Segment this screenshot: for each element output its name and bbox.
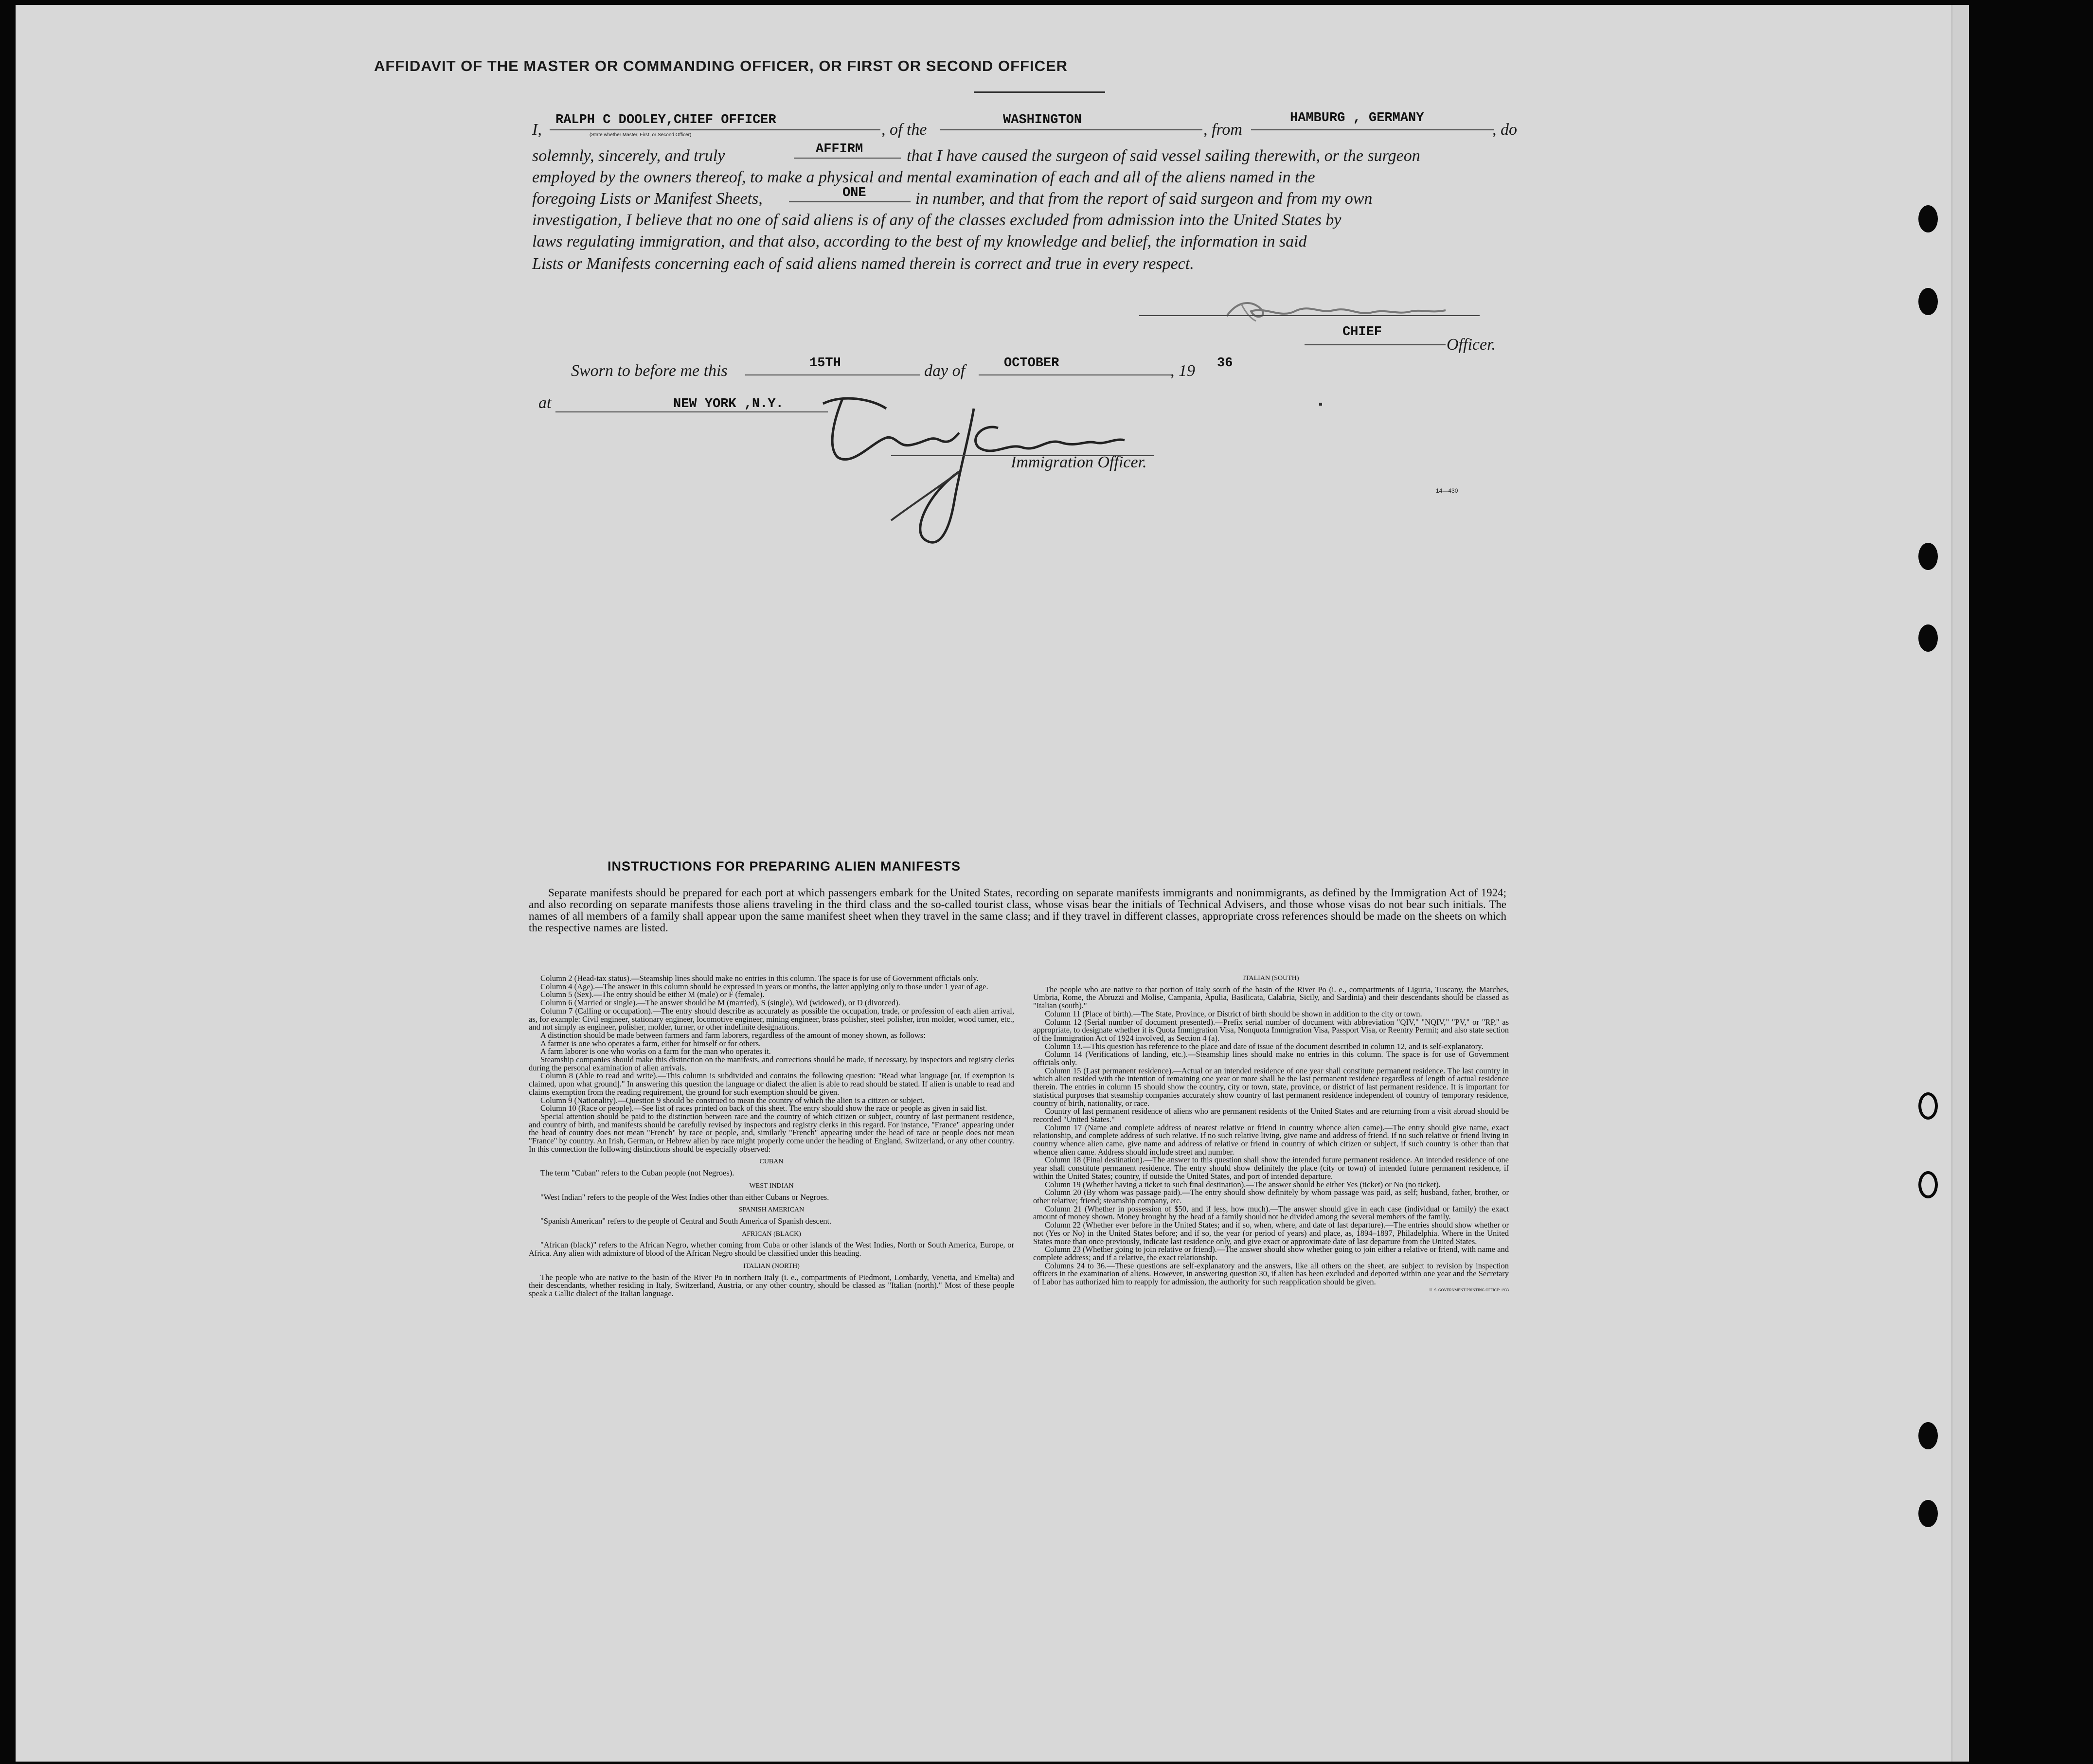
instruction-paragraph: Columns 24 to 36.—These questions are self-explanatory and the answers, like all others on the sheet, are subject to revision by inspection officers in the examination of aliens. However, in answering question 30, if alien has been excluded and deported within one year and the Secretary of Labor has authorized him to reapply for admission, the authority for such reapplication should be given. xyxy=(1033,1261,1509,1287)
instruction-paragraph: Column 20 (By whom was passage paid).—The entry should show definitely by whom passage was paid, as self; husband, father, brother, or other relative; friend; steamship company, etc. xyxy=(1033,1188,1509,1205)
affidavit-line-3: employed by the owners thereof, to make a physical and mental examination of each and all of the aliens named in the xyxy=(532,168,1315,186)
sworn-place: NEW YORK ,N.Y. xyxy=(673,397,784,411)
at-text: at xyxy=(538,394,552,412)
year-prefix: , 19 xyxy=(1170,362,1195,380)
sworn-month: OCTOBER xyxy=(1004,356,1059,371)
sheet-count-line xyxy=(789,201,911,202)
instruction-paragraph: Column 22 (Whether ever before in the United States; and if so, when, where, and date of last departure).—The entries should show whether or not (Yes or No) in the United States before; and if so, the year (or period of years) and place, as, 1894–1897, Philadelphia. Where in the United States more than once previously, indicate last residence only, and give exact or approximate date of last departure from the United States. xyxy=(1033,1220,1509,1246)
foregoing-text: foregoing Lists or Manifest Sheets, xyxy=(532,190,763,208)
instruction-paragraph: Column 7 (Calling or occupation).—The entry should describe as accurately as possible the occupation, trade, or profession of each alien arrival, as, for example: Civil engineer, stationary engineer, locomotive engineer, mining engineer, brass polisher, steel polisher, iron molder, wood turner, etc., and not simply as engineer, polisher, molder, turner, or other indefinite designations. xyxy=(529,1006,1014,1032)
port-line xyxy=(1251,129,1494,130)
affidavit-line-7: Lists or Manifests concerning each of said aliens named therein is correct and true in every respect. xyxy=(532,255,1194,273)
sheet-count: ONE xyxy=(842,186,866,200)
binder-hole xyxy=(1918,1092,1938,1120)
instruction-paragraph: Column 10 (Race or people).—See list of races printed on back of this sheet. The entry should show the race or people as given in said list. xyxy=(540,1104,987,1113)
instructions-intro: Separate manifests should be prepared for each port at which passengers embark for the United States, recording on separate manifests immigrants and nonimmigrants, as defined by the Immigration Act of 1924; and also recording on separate manifests those aliens traveling in the third class and the so-called tourist class, whose visas bear the initials of Technical Advisers, and those whose visas do not bear such initials. The names of all members of a family shall appear upon the same manifest sheet when they travel in the same class; and if they travel in different classes, appropriate cross references should be made on the sheets on which the respective names are listed. xyxy=(529,887,1506,934)
officer-label: Officer. xyxy=(1447,336,1496,354)
binder-hole xyxy=(1918,543,1938,570)
section-text-italian-north: The people who are native to the basin of the River Po in northern Italy (i. e., compartments of Piedmont, Lombardy, Venetia, and Emelia) and their descendants, whether residing in Italy, Switzerland, Austria, or any other country, should be classed as "Italian (north)." Most of these people speak a Gallic dialect of the Italian language. xyxy=(529,1272,1014,1298)
instruction-paragraph: A farmer is one who operates a farm, either for himself or for others. xyxy=(540,1038,761,1048)
vessel-line xyxy=(940,129,1202,130)
binder-hole xyxy=(1918,1500,1938,1527)
binder-hole xyxy=(1918,624,1938,652)
section-text-west-indian: "West Indian" refers to the people of the West Indies other than either Cubans or Negroes. xyxy=(540,1192,829,1202)
instruction-paragraph: Special attention should be paid to the distinction between race and the country of which citizen or subject, country of last permanent residence, and country of birth, and manifests should be carefully revised by inspectors and registry clerks in this regard. For instance, "France" appearing under the head of country does not mean "French" by race or people, and, similarly "French" appearing under the head of race or people does not mean "France" by country. An Irish, German, or Hebrew alien by race might properly come under the heading of England, Switzerland, or any other country. In this connection the following distinctions should be especially observed: xyxy=(529,1111,1014,1154)
affidavit-line-2: that I have caused the surgeon of said vessel sailing therewith, or the surgeon xyxy=(907,147,1420,165)
affidavit-title: AFFIDAVIT OF THE MASTER OR COMMANDING OFFICER, OR FIRST OR SECOND OFFICER xyxy=(374,57,1068,74)
sworn-year: 36 xyxy=(1217,356,1233,371)
officer-signature-line xyxy=(1139,315,1480,316)
section-heading-cuban: CUBAN xyxy=(759,1158,784,1166)
affirm-word: AFFIRM xyxy=(816,142,863,157)
instruction-paragraph: Column 21 (Whether in possession of $50, and if less, how much).—The answer should give in each case (individual or family) the exact amount of money shown. Money brought by the head of a family should not be divided among the several members of the family. xyxy=(1033,1204,1509,1222)
form-number: 14—430 xyxy=(1436,487,1458,494)
section-heading-west-indian: WEST INDIAN xyxy=(749,1182,794,1190)
printer-note: U. S. GOVERNMENT PRINTING OFFICE: 1933 xyxy=(1429,1287,1509,1292)
instruction-paragraph: Steamship companies should make this distinction on the manifests, and corrections should be made, if necessary, by inspectors and registry clerks during the personal examination of alien arrivals. xyxy=(529,1055,1014,1072)
instruction-paragraph: Column 17 (Name and complete address of nearest relative or friend in country whence alien came).—The entry should give name, exact relationship, and complete address of such relative. If no such relative living, give name and address of friend. If no such relative or friend living in country whence alien came, give name and address of relative or friend in country of which citizen or subject, if such country is other than that whence alien came. Address should include street and number. xyxy=(1033,1123,1509,1157)
manifest-page xyxy=(16,5,1969,1762)
instruction-paragraph: Country of last permanent residence of aliens who are permanent residents of the United States and are returning from a visit abroad should be recorded "United States." xyxy=(1033,1106,1509,1124)
binder-hole xyxy=(1918,205,1938,232)
immigration-officer-signature xyxy=(813,394,1163,559)
binder-hole xyxy=(1918,1422,1938,1449)
period-mark xyxy=(1319,403,1322,406)
departure-port: HAMBURG , GERMANY xyxy=(1290,111,1424,125)
instruction-paragraph: Column 23 (Whether going to join relative or friend).—The answer should show whether going to join either a relative or friend, with name and complete address; and if a relative, the exact relationship. xyxy=(1033,1245,1509,1262)
opening-word: I, xyxy=(532,121,542,139)
affidavit-line-5: investigation, I believe that no one of said aliens is of any of the classes excluded from admission into the United States by xyxy=(532,211,1342,229)
sworn-day-line xyxy=(745,374,920,375)
instruction-paragraph: A farm laborer is one who works on a farm for the man who operates it. xyxy=(540,1047,771,1056)
instructions-title: INSTRUCTIONS FOR PREPARING ALIEN MANIFESTS xyxy=(607,859,961,873)
day-of-text: day of xyxy=(924,362,966,380)
section-heading-italian-north: ITALIAN (NORTH) xyxy=(743,1262,800,1270)
instruction-paragraph: Column 11 (Place of birth).—The State, Province, or District of birth should be shown in addition to the city or town. xyxy=(1045,1009,1422,1018)
title-rule xyxy=(974,91,1105,93)
instruction-paragraph: Column 5 (Sex).—The entry should be either M (male) or F (female). xyxy=(540,990,765,999)
section-text-italian-south: The people who are native to that portion of Italy south of the basin of the River Po (i. e., compartments of Liguria, Tuscany, the Marches, Umbria, Rome, the Abruzzi and Molise, Campania, Apulia, Basilicata, Calabria, Sicily, and Sardinia) and their descendants should be classed as "Italian (south)." xyxy=(1033,984,1509,1011)
place-line xyxy=(555,411,828,412)
officer-name: RALPH C DOOLEY,CHIEF OFFICER xyxy=(555,113,776,127)
affirm-line xyxy=(794,158,901,159)
section-text-spanish-american: "Spanish American" refers to the people of Central and South America of Spanish descent. xyxy=(540,1216,832,1226)
section-text-african: "African (black)" refers to the African Negro, whether coming from Cuba or other islands of the West Indies, North or South America, Europe, or Africa. Any alien with admixture of blood of the African Negro should be classified under this heading. xyxy=(529,1240,1014,1258)
sworn-day: 15TH xyxy=(809,356,841,371)
officer-name-line xyxy=(550,129,880,130)
do-text: , do xyxy=(1492,121,1517,139)
affidavit-line-4: in number, and that from the report of said surgeon and from my own xyxy=(915,190,1373,208)
vessel-name: WASHINGTON xyxy=(1003,113,1082,127)
instruction-paragraph: Column 14 (Verifications of landing, etc.).—Steamship lines should make no entries in this column. The space is for use of Government officials only. xyxy=(1033,1050,1509,1068)
affidavit-line-6: laws regulating immigration, and that also, according to the best of my knowledge and belief, the information in said xyxy=(532,232,1307,250)
instruction-paragraph: Column 6 (Married or single).—The answer should be M (married), S (single), Wd (widowed), or D (divorced). xyxy=(540,998,900,1008)
instruction-paragraph: Column 4 (Age).—The answer in this column should be expressed in years or months, the latter applying only to those under 1 year of age. xyxy=(540,981,988,991)
instruction-paragraph: Column 9 (Nationality).—Question 9 should be construed to mean the country of which the alien is a citizen or subject. xyxy=(540,1095,925,1105)
instruction-paragraph: Column 15 (Last permanent residence).—Actual or an intended residence of one year shall constitute permanent residence. The last country in which alien resided with the intention of remaining one year or more shall be the last permanent residence regardless of length of actual residence therein. The entries in column 15 should show the country, city or town, state, province, or district of last permanent residence. It is important for statistical purposes that steamship companies accurately show country of last permanent residence independent of country of temporary residence, country of birth, nationality, or race. xyxy=(1033,1066,1509,1108)
section-heading-spanish-american: SPANISH AMERICAN xyxy=(738,1206,805,1214)
officer-rank: CHIEF xyxy=(1342,325,1382,339)
instructions-left-column xyxy=(529,975,1014,1298)
officer-signature xyxy=(1222,292,1455,331)
binder-hole xyxy=(1918,1171,1938,1198)
section-heading-italian-south: ITALIAN (SOUTH) xyxy=(1243,975,1299,982)
sworn-month-line xyxy=(979,374,1173,375)
solemnly-text: solemnly, sincerely, and truly xyxy=(532,147,725,165)
officer-rank-line xyxy=(1305,344,1446,345)
of-the-text: , of the xyxy=(881,121,927,139)
instruction-paragraph: A distinction should be made between farmers and farm laborers, regardless of the amount of money shown, as follows: xyxy=(540,1030,926,1040)
instruction-paragraph: Column 12 (Serial number of document presented).—Prefix serial number of document with abbreviation "QIV," "NQIV," "PV," or "RP," as appropriate, to designate whether it is Quota Immigration Visa, Nonquota Immigration Visa, Passport Visa, or Reentry Permit; and also state section of the Immigration Act of 1924 involved, as Section 4 (a). xyxy=(1033,1017,1509,1043)
instruction-paragraph: Column 8 (Able to read and write).—This column is subdivided and contains the following question: "Read what language [or, if exemption is claimed, upon what ground]." In answering this question the language or dialect the alien is able to read should be stated. If alien is unable to read and claims exemption from the reading requirement, the ground for such exemption should be given. xyxy=(529,1071,1014,1097)
instruction-paragraph: Column 2 (Head-tax status).—Steamship lines should make no entries in this column. The space is for use of Government officials only. xyxy=(540,974,979,983)
binder-hole xyxy=(1918,288,1938,315)
rank-note: (State whether Master, First, or Second Officer) xyxy=(590,132,692,138)
section-heading-african: AFRICAN (BLACK) xyxy=(742,1230,801,1238)
page-edge xyxy=(1951,5,1969,1762)
from-text: , from xyxy=(1203,121,1242,139)
instruction-paragraph: Column 13.—This question has reference to the place and date of issue of the document described in column 12, and is self-explanatory. xyxy=(1045,1041,1484,1051)
instruction-paragraph: Column 19 (Whether having a ticket to such final destination).—The answer should be either Yes (ticket) or No (no ticket). xyxy=(1045,1179,1441,1189)
sworn-prefix: Sworn to before me this xyxy=(571,362,728,380)
section-text-cuban: The term "Cuban" refers to the Cuban people (not Negroes). xyxy=(540,1168,734,1178)
instruction-paragraph: Column 18 (Final destination).—The answer to this question shall show the intended future permanent residence. An intended residence of one year shall constitute permanent residence. The entry should show definitely the place (city or town) of intended future permanent residence, if within the United States; country, if outside the United States, and port of intended departure. xyxy=(1033,1155,1509,1181)
instructions-right-column xyxy=(1033,975,1509,1294)
immigration-officer-label: Immigration Officer. xyxy=(1011,453,1147,471)
